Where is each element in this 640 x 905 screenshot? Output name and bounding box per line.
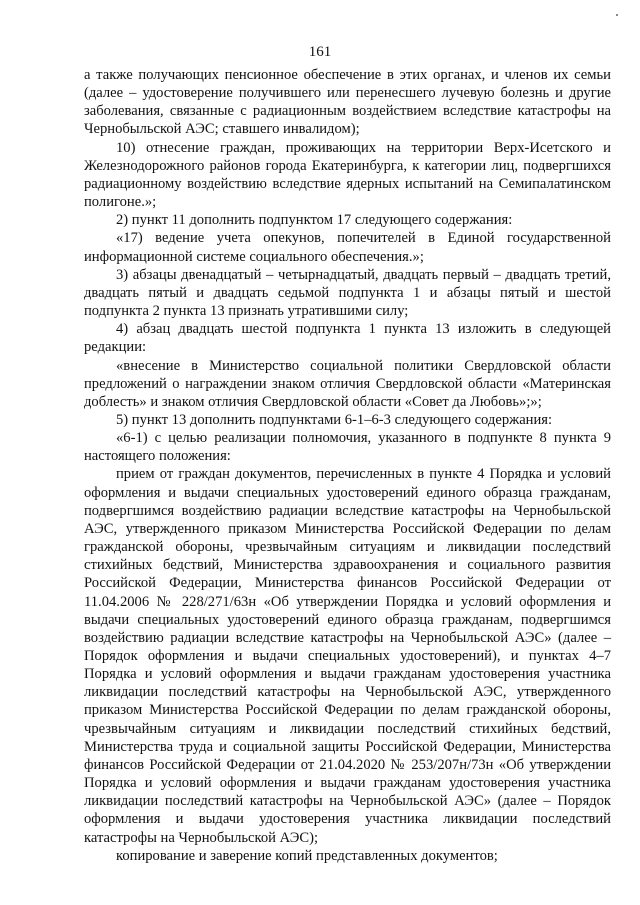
paragraph-3: 2) пункт 11 дополнить подпунктом 17 следующего содержания:	[116, 212, 513, 229]
document-body	[84, 66, 611, 865]
paragraph-10: прием от граждан документов, перечисленных в пункте 4 Порядка и условий оформления и выдачи специальных удостоверений единого образца гражданам, подвергшимся воздействию радиации вследствие катастрофы на Чернобыльской АЭС, утвержденного приказом Министерства Российской Федерации по делам гражданской обороны, чрезвычайным ситуациям и ликвидации последствий стихийных бедствий, Министерства здравоохранения и социального развития Российской Федерации, Министерства финансов Российской Федерации от 11.04.2006 № 228/271/63н «Об утверждении Порядка и условий оформления и выдачи специальных удостоверений единого образца гражданам, подвергшимся воздействию радиации вследствие катастрофы на Чернобыльской АЭС» (далее – Порядок оформления и выдачи специальных удостоверений), и пунктах 4–7 Порядка и условий оформления и выдачи гражданам удостоверения участника ликвидации последствий катастрофы на Чернобыльской АЭС, утвержденного приказом Министерства Российской Федерации по делам гражданской обороны, чрезвычайным ситуациям и ликвидации последствий стихийных бедствий, Министерства труда и социальной защиты Российской Федерации, Министерства финансов Российской Федерации от 21.04.2020 № 253/207н/73н «Об утверждении Порядка и условий оформления и выдачи гражданам удостоверения участника ликвидации последствий катастрофы на Чернобыльской АЭС» (далее – Порядок оформления и выдачи удостоверения участника ликвидации последствий катастрофы на Чернобыльской АЭС);	[84, 466, 611, 846]
paragraph-9: «6-1) с целью реализации полномочия, указанного в подпункте 8 пункта 9 настоящего положения:	[84, 430, 611, 465]
paragraph-11: копирование и заверение копий представленных документов;	[116, 847, 498, 864]
paragraph-5: 3) абзацы двенадцатый – четырнадцатый, двадцать первый – двадцать третий, двадцать пятый и двадцать седьмой подпункта 1 и абзацы пятый и шестой подпункта 2 пункта 13 признать утратившими силу;	[84, 266, 611, 320]
paragraph-7: «внесение в Министерство социальной политики Свердловской области предложений о награждении знаком отличия Свердловской области «Материнская доблесть» и знаком отличия Свердловской области «Совет да Любовь»;»;	[84, 357, 611, 410]
scan-mark	[616, 14, 618, 16]
paragraph-2: 10) отнесение граждан, проживающих на территории Верх-Исетского и Железнодорожного районов города Екатеринбурга, к категории лиц, подвергшихся радиационному воздействию вследствие ядерных испытаний на Семипалатинском полигоне.»;	[84, 139, 611, 211]
paragraph-1: а также получающих пенсионное обеспечение в этих органах, и членов их семьи (далее – удостоверение получившего или перенесшего лучевую болезнь и другие заболевания, связанные с радиационным воздействием вследствие катастрофы на Чернобыльской АЭС; ставшего инвалидом);	[84, 67, 611, 138]
paragraph-6: 4) абзац двадцать шестой подпункта 1 пункта 13 изложить в следующей редакции:	[84, 321, 611, 356]
paragraph-4: «17) ведение учета опекунов, попечителей в Единой государственной информационной системе социального обеспечения.»;	[84, 230, 611, 265]
page-number: 161	[308, 44, 332, 60]
paragraph-8: 5) пункт 13 дополнить подпунктами 6-1–6-3 следующего содержания:	[116, 411, 553, 428]
